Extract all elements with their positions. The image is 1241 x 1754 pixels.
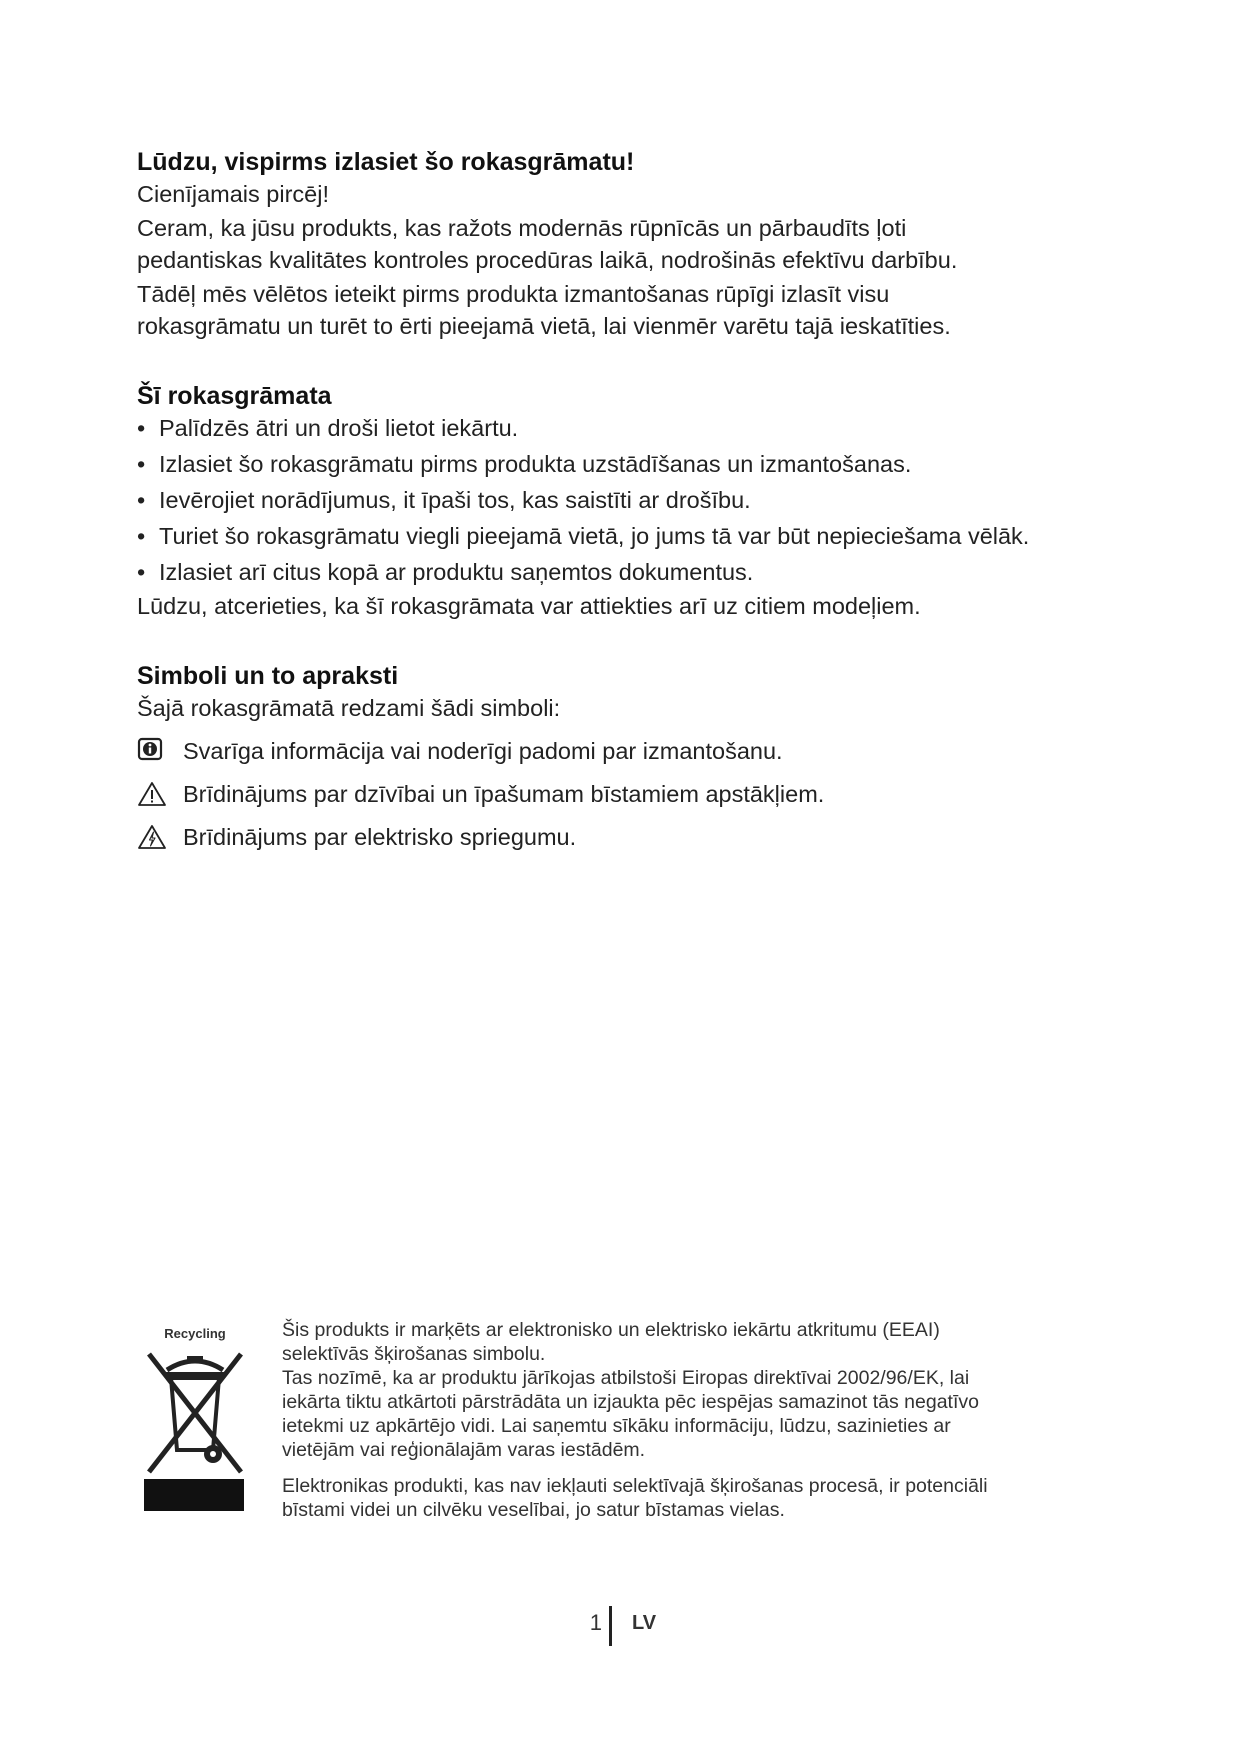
crossed-bin-icon [145, 1348, 245, 1476]
recycling-line-2: selektīvās šķirošanas simbolu. [282, 1343, 546, 1365]
recycling-text [282, 1318, 1132, 1522]
weee-black-bar [144, 1479, 244, 1511]
info-icon [137, 737, 167, 765]
symbol-text-warning: Brīdinājums par dzīvībai un īpašumam bīstamiem apstākļiem. [183, 781, 825, 807]
intro-section [137, 146, 1137, 342]
intro-paragraph-2-line-2: rokasgrāmatu un turēt to ērti pieejamā vietā, lai vienmēr varētu tajā ieskatīties. [137, 313, 951, 339]
recycling-line-1: Šis produkts ir marķēts ar elektronisko un elektrisko iekārtu atkritumu (EEAI) [282, 1319, 940, 1341]
recycling-line-3: Tas nozīmē, ka ar produktu jārīkojas atbilstoši Eiropas direktīvai 2002/96/EK, lai [282, 1367, 970, 1389]
manual-heading: Šī rokasgrāmata [137, 382, 332, 410]
intro-paragraph-1-line-2: pedantiskas kvalitātes kontroles procedūras laikā, nodrošinās efektīvu darbību. [137, 247, 958, 273]
symbol-text-info: Svarīga informācija vai noderīgi padomi par izmantošanu. [183, 738, 783, 764]
recycling-line-6: vietējām vai reģionālajām varas iestādēm. [282, 1439, 646, 1461]
manual-note: Lūdzu, atcerieties, ka šī rokasgrāmata var attiekties arī uz citiem modeļiem. [137, 593, 921, 619]
footer-divider [609, 1606, 612, 1646]
electric-warning-icon [137, 823, 167, 851]
manual-bullet-list [137, 412, 1137, 588]
warning-icon [137, 780, 167, 808]
symbol-row-electric [137, 821, 1137, 853]
recycling-line-8: bīstami videi un cilvēku veselībai, jo satur bīstamas vielas. [282, 1499, 785, 1521]
list-item: • Ievērojiet norādījumus, it īpaši tos, kas saistīti ar drošību. [137, 487, 751, 513]
intro-paragraph-1-line-1: Ceram, ka jūsu produkts, kas ražots modernās rūpnīcās un pārbaudīts ļoti [137, 215, 907, 241]
weee-recycling-logo [140, 1318, 250, 1518]
list-item: • Izlasiet šo rokasgrāmatu pirms produkta uzstādīšanas un izmantošanas. [137, 451, 912, 477]
language-code: LV [632, 1612, 657, 1634]
symbol-text-electric: Brīdinājums par elektrisko spriegumu. [183, 824, 577, 850]
symbol-row-info [137, 735, 1137, 767]
page-footer [0, 1606, 1241, 1646]
manual-section [137, 380, 1137, 622]
intro-paragraph-2-line-1: Tādēļ mēs vēlētos ieteikt pirms produkta izmantošanas rūpīgi izlasīt visu [137, 281, 890, 307]
list-item: • Turiet šo rokasgrāmatu viegli pieejamā vietā, jo jums tā var būt nepieciešama vēlāk. [137, 523, 1030, 549]
symbols-heading: Simboli un to apraksti [137, 662, 399, 690]
main-content [137, 146, 1137, 853]
greeting: Cienījamais pircēj! [137, 181, 329, 207]
recycling-label: Recycling [164, 1326, 226, 1341]
symbols-intro: Šajā rokasgrāmatā redzami šādi simboli: [137, 695, 561, 721]
symbols-section [137, 660, 1137, 853]
list-item: • Palīdzēs ātri un droši lietot iekārtu. [137, 415, 519, 441]
symbol-row-warning [137, 778, 1137, 810]
recycling-line-5: ietekmi uz apkārtējo vidi. Lai saņemtu sīkāku informāciju, lūdzu, sazinieties ar [282, 1415, 951, 1437]
list-item: • Izlasiet arī citus kopā ar produktu saņemtos dokumentus. [137, 559, 754, 585]
recycling-notice [140, 1318, 1140, 1548]
recycling-line-4: iekārta tiktu atkārtoti pārstrādāta un izjaukta pēc iespējas samazinot tās negatīvo [282, 1391, 979, 1413]
page-number: 1 [589, 1610, 602, 1635]
intro-heading: Lūdzu, vispirms izlasiet šo rokasgrāmatu! [137, 148, 635, 176]
recycling-line-7: Elektronikas produkti, kas nav iekļauti selektīvajā šķirošanas procesā, ir potenciāli [282, 1475, 988, 1497]
